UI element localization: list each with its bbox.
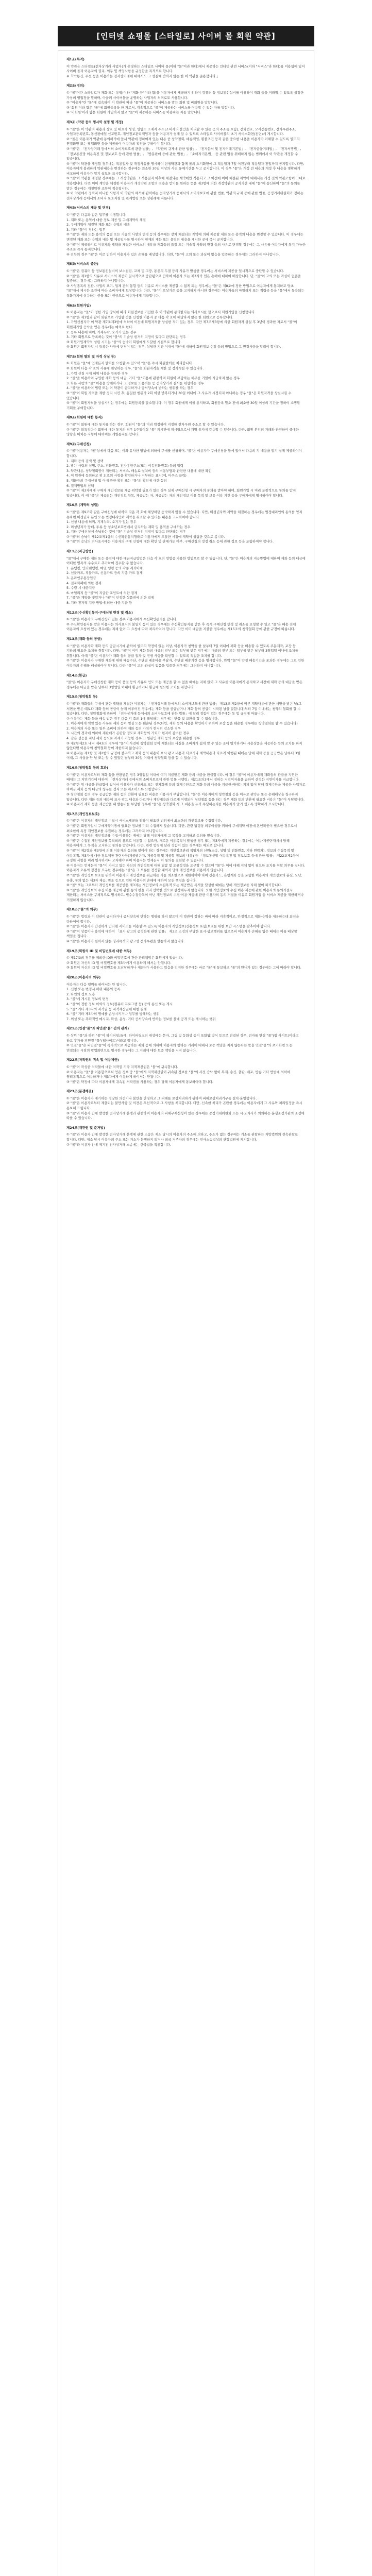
terms-article-text: ① 상위 "몰"과 하위 "몰"이 하이퍼링크(예: 하이퍼링크의 대상에는 문자, 그림 및 동화상 등이 포함됨)방식 등으로 연결된 경우, 전자를 연결 "몰"(웹 사이트)이라고 하고 후자를 피연결 "몰"(웹사이트)이라고 합니다. ② 연결"몰"은 피연결"몰"이 독자적으로 제공하는 재화 등에 의하여 이용자와 행하는 거래에 대해서 보증 책임을 지지 않는다는 뜻을 연결"몰"의 초기화면 또는 연결되는 시점의 팝업화면으로 명시한 경우에는 그 거래에 대한 보증 책임을 지지 않습니다. xyxy=(66,1033,299,1053)
terms-article-heading: 제11조(지급방법) xyxy=(66,549,93,554)
terms-article-text: ① "몰"은 제9조와 같은 구매신청에 대하여 다음 각 호에 해당하면 승낙하지 않을 수 있습니다. 다만, 미성년자와 계약을 체결하는 경우에는 법정대리인의 동의를 얻지 못하면 미성년자 본인 또는 법정대리인이 계약을 취소할 수 있다는 내용을 고지하여야 합니다. 1. 신청 내용에 허위, 기재누락, 오기가 있는 경우 2. 미성년자가 담배, 주류 등 청소년보호법에서 금지하는 재화 및 용역을 구매하는 경우 3. 기타 구매신청에 승낙하는 것이 "몰" 기술상 현저히 지장이 있다고 판단하는 경우 ② "몰"의 승낙이 제12조제1항의 수신확인통지형태로 이용자에게 도달한 시점에 계약이 성립한 것으로 봅니다. ③ "몰"의 승낙의 의사표시에는 이용자의 구매 신청에 대한 확인 및 판매가능 여부, 구매신청의 정정 취소 등에 관한 정보 등을 포함하여야 합니다. xyxy=(66,510,302,544)
terms-article-text: 이용자는 다음 행위를 하여서는 안 됩니다. 1. 신청 또는 변경시 허위 내용의 등록 2. 타인의 정보 도용 3. "몰"에 게시된 정보의 변경 4. "몰"이 정한 정보 이외의 정보(컴퓨터 프로그램 등) 등의 송신 또는 게시 5. "몰" 기타 제3자의 저작권 등 지적재산권에 대한 침해 6. "몰" 기타 제3자의 명예를 손상시키거나 업무를 방해하는 행위 7. 외설 또는 폭력적인 메시지, 화상, 음성, 기타 공서양속에 반하는 정보를 몰에 공개 또는 게시하는 행위 xyxy=(66,982,216,1021)
terms-article-heading: 제12조(수신확인통지·구매신청 변경 및 취소) xyxy=(66,610,133,615)
terms-article-text: ① 제17조의 경우를 제외한 ID와 비밀번호에 관한 관리책임은 회원에게 있습니다. ② 회원은 자신의 ID 및 비밀번호를 제3자에게 이용하게 해서는 안됩니다. ③ 회원이 자신의 ID 및 비밀번호를 도난당하거나 제3자가 사용하고 있음을 인지한 경우에는 바로 "몰"에 통보하고 "몰"의 안내가 있는 경우에는 그에 따라야 합니다. xyxy=(66,956,301,970)
terms-article-heading: 제17조(개인정보보호) xyxy=(66,811,100,816)
terms-article-heading: 제9조(구매신청) xyxy=(66,442,91,446)
terms-article-heading: 제2조(정의) xyxy=(66,83,84,88)
terms-article-text: ① "몰"은 법령과 이 약관이 금지하거나 공서양속에 반하는 행위를 하지 않으며 이 약관이 정하는 바에 따라 지속적이고, 안정적으로 재화·용역을 제공하는데 최선을 다하여야 합니다. ② "몰"은 이용자가 안전하게 인터넷 서비스를 이용할 수 있도록 이용자의 개인정보(신용정보 포함)보호를 위한 보안 시스템을 갖추어야 합니다. ③ "몰"이 상품이나 용역에 대하여 「표시·광고의 공정화에 관한 법률」 제3조 소정의 부당한 표시·광고행위를 함으로써 이용자가 손해를 입은 때에는 이를 배상할 책임을 집니다. ④ "몰"은 이용자가 원하지 않는 영리목적의 광고성 전자우편을 발송하지 않습니다. xyxy=(66,914,299,944)
terms-article-text: ① "몰"과 이용자 간에 발생한 전자상거래 분쟁에 관한 소송은 제소 당시의 이용자의 주소에 의하고, 주소가 없는 경우에는 거소를 관할하는 지방법원의 전속관할로 합니다. 다만, 제소 당시 이용자의 주소 또는 거소가 분명하지 않거나 외국 거주자의 경우에는 민사소송법상의 관할법원에 제기합니다. ② "몰"과 이용자 간에 제기된 전자상거래 소송에는 한국법을 적용합니다. xyxy=(66,1132,298,1147)
terms-article-text: ① "몰"이용자는 "몰"상에서 다음 또는 이와 유사한 방법에 의하여 구매를 신청하며, "몰"은 이용자가 구매신청을 함에 있어서 다음의 각 내용을 알기 쉽게 제공하여야 합니다. 1. 재화 등의 검색 및 선택 2. 받는 사람의 성명, 주소, 전화번호, 전자우편주소(또는 이동전화번호) 등의 입력 3. 약관내용, 청약철회권이 제한되는 서비스, 배송료·설치비 등의 비용부담과 관련한 내용에 대한 확인 4. 이 약관에 동의하고 위 3.호의 사항을 확인하거나 거부하는 표시(예, 마우스 클릭) 5. 재화등의 구매신청 및 이에 관한 확인 또는 "몰"의 확인에 대한 동의 6. 결제방법의 선택 ② "몰"이 제3자에게 구매자 개인정보를 제공·위탁할 필요가 있는 경우 실제 구매신청 시 구매자의 동의를 받아야 하며, 회원가입 시 미리 포괄적으로 동의를 받지 않습니다. 이 때 "몰"은 제공되는 개인정보 항목, 제공받는 자, 제공받는 자의 개인정보 이용 목적 및 보유·이용 기간 등을 구매자에게 명시하여야 합니다. xyxy=(66,449,302,498)
terms-article-heading: 제19조(회원의 ID 및 비밀번호에 대한 의무) xyxy=(66,948,132,953)
terms-article-heading: 제18조("몰"의 의무) xyxy=(66,907,98,912)
terms-article-heading: 제6조(회원가입) xyxy=(66,303,91,308)
terms-article-text: ① "몰"과 재화등의 구매에 관한 계약을 체결한 이용자는 「전자상거래 등에서의 소비자보호에 관한 법률」 제13조 제2항에 따른 계약내용에 관한 서면을 받은 날(그 서면을 받은 때보다 재화 등의 공급이 늦게 이루어진 경우에는 재화 등을 공급받거나 재화 등의 공급이 시작된 날을 말합니다)부터 7일 이내에는 청약의 철회를 할 수 있습니다. 다만, 청약철회에 관하여 「전자상거래 등에서의 소비자보호에 관한 법률」에 달리 정함이 있는 경우에는 동 법 규정에 따릅니다. ② 이용자는 재화 등을 배송 받은 경우 다음 각 호의 1에 해당하는 경우에는 반품 및 교환을 할 수 없습니다. 1. 이용자에게 책임 있는 사유로 재화 등이 멸실 또는 훼손된 경우(다만, 재화 등의 내용을 확인하기 위하여 포장 등을 훼손한 경우에는 청약철회를 할 수 있습니다) 2. 이용자의 사용 또는 일부 소비에 의하여 재화 등의 가치가 현저히 감소한 경우 3. 시간의 경과에 의하여 재판매가 곤란할 정도로 재화등의 가치가 현저히 감소한 경우 4. 같은 성능을 지닌 재화 등으로 복제가 가능한 경우 그 원본인 재화 등의 포장을 훼손한 경우 ③ 제2항제2호 내지 제4호의 경우에 "몰"이 사전에 청약철회 등이 제한되는 사실을 소비자가 쉽게 알 수 있는 곳에 명기하거나 시용상품을 제공하는 등의 조치를 하지 않았다면 이용자의 청약철회 등이 제한되지 않습니다. ④ 이용자는 제1항 및 제2항의 규정에 불구하고 재화 등의 내용이 표시·광고 내용과 다르거나 계약내용과 다르게 이행된 때에는 당해 재화 등을 공급받은 날부터 3월 이내, 그 사실을 안 날 또는 알 수 있었던 날부터 30일 이내에 청약철회 등을 할 수 있습니다. xyxy=(66,701,302,760)
terms-article-heading: 제3조 (약관 등의 명시와 설명 및 개정) xyxy=(66,120,124,124)
terms-article-text: "몰"은 이용자가 구매신청한 재화 등이 품절 등의 사유로 인도 또는 제공을 할 수 없을 때에는 지체 없이 그 사유를 이용자에게 통지하고 사전에 재화 등의 대금을 받은 경우에는 대금을 받은 날부터 3영업일 이내에 환급하거나 환급에 필요한 조치를 취합니다. xyxy=(66,680,302,689)
terms-article-heading: 제7조(회원 탈퇴 및 자격 상실 등) xyxy=(66,354,116,359)
terms-article-text: "몰"에서 구매한 재화 또는 용역에 대한 대금지급방법은 다음 각 호의 방법중 가용한 방법으로 할 수 있습니다. 단, "몰"은 이용자의 지급방법에 대하여 재화 등의 대금에 어떠한 명목의 수수료도 추가하여 징수할 수 없습니다. 1. 폰뱅킹, 인터넷뱅킹, 메일 뱅킹 등의 각종 계좌이체 2. 선불카드, 직불카드, 신용카드 등의 각종 카드 결제 3. 온라인무통장입금 4. 전자화폐에 의한 결제 5. 수령 시 대금지급 6. 마일리지 등 "몰"이 지급한 포인트에 의한 결제 7. "몰"과 계약을 맺었거나 "몰"이 인정한 상품권에 의한 결제 8. 기타 전자적 지급 방법에 의한 대금 지급 등 xyxy=(66,556,306,605)
terms-article-text: ① "몰"은 이용자와 재화 등의 공급시기에 관하여 별도의 약정이 없는 이상, 이용자가 청약을 한 날부터 7일 이내에 재화 등을 배송할 수 있도록 주문제작, 포장 등 기타의 필요한 조치를 취합니다. 다만, "몰"이 이미 재화 등의 대금의 전부 또는 일부를 받은 경우에는 대금의 전부 또는 일부를 받은 날부터 3영업일 이내에 조치를 취합니다. 이때 "몰"은 이용자가 재화 등의 공급 절차 및 진행 사항을 확인할 수 있도록 적절한 조치를 합니다. ② "몰"은 이용자가 구매한 재화에 대해 배송수단, 수단별 배송비용 부담자, 수단별 배송기간 등을 명시합니다. 만약 "몰"이 약정 배송기간을 초과한 경우에는 그로 인한 이용자의 손해를 배상하여야 합니다. 다만 "몰"이 고의·과실이 없음을 입증한 경우에는 그러하지 아니합니다. xyxy=(66,643,305,668)
terms-article-heading: 제5조(서비스의 중단) xyxy=(66,262,98,266)
terms-article-text: ① "몰"이란 스타일로가 재화 또는 용역(이하 "재화 등"이라 함)을 이용자에게 제공하기 위하여 컴퓨터 등 정보통신설비를 이용하여 재화 등을 거래할 수 있도록 설정한 가상의 영업장을 말하며, 아울러 사이버몰을 운영하는 사업자의 의미로도 사용합니다. ② "이용자"란 "몰"에 접속하여 이 약관에 따라 "몰"이 제공하는 서비스를 받는 회원 및 비회원을 말합니다. ③ '회원'이라 함은 "몰"에 회원등록을 한 자로서, 계속적으로 "몰"이 제공하는 서비스를 이용할 수 있는 자를 말합니다. ④ '비회원'이라 함은 회원에 가입하지 않고 "몰"이 제공하는 서비스를 이용하는 자를 말합니다. xyxy=(66,90,304,115)
terms-article-heading: 제16조(청약철회 등의 효과) xyxy=(66,766,108,770)
terms-article-heading: 제14조(환급) xyxy=(66,673,87,677)
terms-article-heading: 제10조 (계약의 성립) xyxy=(66,503,99,507)
terms-article-text: ① "몰"은 다음과 같은 업무를 수행합니다. 1. 재화 또는 용역에 대한 정보 제공 및 구매계약의 체결 2. 구매계약이 체결된 재화 또는 용역의 배송 3. 기타 "몰"이 정하는 업무 ② "몰"은 재화 또는 용역의 품절 또는 기술적 사양의 변경 등의 경우에는 장차 체결되는 계약에 의해 제공할 재화 또는 용역의 내용을 변경할 수 있습니다. 이 경우에는 변경된 재화 또는 용역의 내용 및 제공일자를 명시하여 현재의 재화 또는 용역의 내용을 게시한 곳에 즉시 공지합니다. ③ "몰"이 제공하기로 이용자와 계약을 체결한 서비스의 내용을 재화등의 품절 또는 기술적 사양의 변경 등의 사유로 변경할 경우에는 그 사유를 이용자에게 통지 가능한 주소로 즉시 통지합니다. ④ 전항의 경우 "몰"은 이로 인하여 이용자가 입은 손해를 배상합니다. 다만, "몰"이 고의 또는 과실이 없음을 입증하는 경우에는 그러하지 아니합니다. xyxy=(66,213,306,257)
terms-article-text: ① 이용자는 "몰"이 정한 가입 양식에 따라 회원정보를 기입한 후 이 약관에 동의한다는 의사표시를 함으로서 회원가입을 신청합니다. ② "몰"은 제1항과 같이 회원으로 가입할 것을 신청한 이용자 중 다음 각 호에 해당하지 않는 한 회원으로 등록합니다. 1. 가입신청자가 이 약관 제7조제3항에 의하여 이전에 회원자격을 상실한 적이 있는 경우, 다만 제7조제3항에 의한 회원자격 상실 후 3년이 경과한 자로서 "몰"의 회원재가입 승낙을 얻은 경우에는 예외로 한다. 2. 등록 내용에 허위, 기재누락, 오기가 있는 경우 3. 기타 회원으로 등록하는 것이 "몰"의 기술상 현저히 지장이 있다고 판단되는 경우 ③ 회원가입계약의 성립 시기는 "몰"의 승낙이 회원에게 도달한 시점으로 합니다. ④ 회원은 회원가입 시 등록한 사항에 변경이 있는 경우, 상당한 기간 이내에 "몰"에 대하여 회원정보 수정 등의 방법으로 그 변경사항을 알려야 합니다. xyxy=(66,310,297,349)
terms-article-text: ① "몰"은 이 약관의 내용과 상호 및 대표자 성명, 영업소 소재지 주소(소비자의 불만을 처리할 수 있는 곳의 주소를 포함), 전화번호, 모사전송번호, 전자우편주소, 사업자등록번호, 통신판매업 신고번호, 개인정보관리책임자 등을 이용자가 쉽게 알 수 있도록 스타일로 사이버몰의 초기 서비스화면(전면)에 게시합니다. ② "몰은 이용자가 약관에 동의하기에 앞서 약관에 정하여져 있는 내용 중 청약철회, 배송책임, 환불조건 등과 같은 중요한 내용을 이용자가 이해할 수 있도록 별도의 연결화면 또는 팝업화면 등을 제공하여 이용자의 확인을 구하여야 합니다. ③ "몰"은 「전자상거래 등에서의 소비자보호에 관한 법률」, 「약관의 규제에 관한 법률」, 「전자문서 및 전자거래기본법」, 「전자금융거래법」, 「전자서명법」, 「정보통신망 이용촉진 및 정보보호 등에 관한 법률」, 「방문판매 등에 관한 법률」, 「소비자기본법」 등 관련 법을 위배하지 않는 범위에서 이 약관을 개정할 수 있습니다. ④ "몰"이 약관을 개정할 경우에는 적용일자 및 개정사유를 명시하여 현행약관과 함께 몰의 초기화면에 그 적용일자 7일 이전부터 적용일자 전일까지 공지합니다. 다만, 이용자에게 불리하게 약관내용을 변경하는 경우에는 최소한 30일 이상의 사전 유예기간을 두고 공지합니다. 이 경우 "몰"은 개정 전 내용과 개정 후 내용을 명확하게 비교하여 이용자가 알기 쉽도록 표시합니다. ⑤ "몰"이 약관을 개정할 경우에는 그 개정약관은 그 적용일자 이후에 체결되는 계약에만 적용되고 그 이전에 이미 체결된 계약에 대해서는 개정 전의 약관조항이 그대로 적용됩니다. 다만 이미 계약을 체결한 이용자가 개정약관 조항의 적용을 받기를 원하는 뜻을 제3항에 의한 개정약관의 공지기간 내에 "몰"에 송신하여 "몰"의 동의를 받은 경우에는 개정약관 조항이 적용됩니다. ⑥ 이 약관에서 정하지 아니한 사항과 이 약관의 해석에 관하여는 전자상거래 등에서의 소비자보호에 관한 법률, 약관의 규제 등에 관한 법률, 공정거래위원회가 정하는 전자상거래 등에서의 소비자 보호지침 및 관계법령 또는 상관례에 따릅니다. xyxy=(66,127,306,200)
terms-article-heading: 제23조(분쟁해결) xyxy=(66,1089,93,1094)
terms-article-heading: 제13조(재화 등의 공급) xyxy=(66,636,102,641)
terms-article-text: ① "몰"은 이용자의 개인정보 수집시 서비스제공을 위하여 필요한 범위에서 최소한의 개인정보를 수집합니다. ② "몰"은 회원가입시 구매계약이행에 필요한 정보를 미리 수집하지 않습니다. 다만, 관련 법령상 의무이행을 위하여 구매계약 이전에 본인확인이 필요한 경우로서 최소한의 특정 개인정보를 수집하는 경우에는 그러하지 아니합니다. ③ "몰"은 이용자의 개인정보를 수집·이용하는 때에는 당해 이용자에게 그 목적을 고지하고 동의를 받습니다. ④ "몰"은 수집된 개인정보를 목적외의 용도로 이용할 수 없으며, 새로운 이용목적이 발생한 경우 또는 제3자에게 제공하는 경우에는 이용·제공단계에서 당해 이용자에게 그 목적을 고지하고 동의를 받습니다. 다만, 관련 법령에 달리 정함이 있는 경우에는 예외로 합니다. ⑤ "몰"이 제2항과 제3항에 의해 이용자의 동의를 받아야 하는 경우에는 개인정보관리 책임자의 신원(소속, 성명 및 전화번호, 기타 연락처), 정보의 수집목적 및 이용목적, 제3자에 대한 정보제공 관련사항(제공받은자, 제공목적 및 제공할 정보의 내용) 등 「정보통신망 이용촉진 및 정보보호 등에 관한 법률」 제22조제2항이 규정한 사항을 미리 명시하거나 고지해야 하며 이용자는 언제든지 이 동의를 철회할 수 있습니다. ⑥ 이용자는 언제든지 "몰"이 가지고 있는 자신의 개인정보에 대해 열람 및 오류정정을 요구할 수 있으며 "몰"은 이에 대해 지체 없이 필요한 조치를 취할 의무를 집니다. 이용자가 오류의 정정을 요구한 경우에는 "몰"은 그 오류를 정정할 때까지 당해 개인정보를 이용하지 않습니다. ⑦ "몰"은 개인정보 보호를 위하여 이용자의 개인정보를 취급하는 자를 최소한으로 제한하여야 하며 신용카드, 은행계좌 등을 포함한 이용자의 개인정보의 분실, 도난, 유출, 동의 없는 제3자 제공, 변조 등으로 인한 이용자의 손해에 대하여 모든 책임을 집니다. ⑧ "몰" 또는 그로부터 개인정보를 제공받은 제3자는 개인정보의 수집목적 또는 제공받은 목적을 달성한 때에는 당해 개인정보를 지체 없이 파기합니다. ⑨ "몰"은 개인정보의 수집·이용·제공에 관한 동의 란을 미리 선택한 것으로 설정해두지 않습니다. 또한 개인정보의 수집·이용·제공에 관한 이용자의 동의거절시 제한되는 서비스를 구체적으로 명시하고, 필수수집항목이 아닌 개인정보의 수집·이용·제공에 관한 이용자의 동의 거절을 이유로 회원가입 등 서비스 제공을 제한하거나 거절하지 않습니다. xyxy=(66,819,306,902)
terms-article-heading: 제15조(청약철회 등) xyxy=(66,694,98,699)
terms-article-text: ① "몰"이 회원에 대한 통지를 하는 경우, 회원이 "몰"과 미리 약정하여 지정한 전자우편 주소로 할 수 있습니다. ② "몰"은 불특정다수 회원에 대한 통지의 경우 1주일이상 "몰" 게시판에 게시함으로서 개별 통지에 갈음할 수 있습니다. 다만, 회원 본인의 거래와 관련하여 중대한 영향을 미치는 사항에 대하여는 개별통지를 합니다. xyxy=(66,422,299,437)
terms-article-heading: 제20조(이용자의 의무) xyxy=(66,975,101,979)
terms-article-heading: 제22조(저작권의 귀속 및 이용제한) xyxy=(66,1058,119,1062)
terms-article-heading: 제24조(재판권 및 준거법) xyxy=(66,1125,105,1130)
terms-article-text: ① 회원은 "몰"에 언제든지 탈퇴를 요청할 수 있으며 "몰"은 즉시 회원탈퇴를 처리합니다. ② 회원이 다음 각 호의 사유에 해당하는 경우, "몰"은 회원자격을 제한 및 정지시킬 수 있습니다. 1. 가입 신청 시에 허위 내용을 등록한 경우 2. "몰"을 이용하여 구입한 재화 등의 대금, 기타 "몰"이용에 관련하여 회원이 부담하는 채무를 기일에 지급하지 않는 경우 3. 다른 사람의 "몰" 이용을 방해하거나 그 정보를 도용하는 등 전자상거래 질서를 위협하는 경우 4. "몰"을 이용하여 법령 또는 이 약관이 금지하거나 공서양속에 반하는 행위를 하는 경우 ③ "몰"이 회원 자격을 제한·정지 시킨 후, 동일한 행위가 2회 이상 반복되거나 30일 이내에 그 사유가 시정되지 아니하는 경우 "몰"은 회원자격을 상실시킬 수 있습니다. ④ "몰"이 회원자격을 상실시키는 경우에는 회원등록을 말소합니다. 이 경우 회원에게 이를 통지하고, 회원등록 말소 전에 최소한 30일 이상의 기간을 정하여 소명할 기회를 부여합니다. xyxy=(66,361,300,410)
terms-article-text: ① "몰"은 이용자로부터 재화 등을 반환받은 경우 3영업일 이내에 이미 지급받은 재화 등의 대금을 환급합니다. 이 경우 "몰"이 이용자에게 재화등의 환급을 지연한 때에는 그 지연기간에 대하여 「전자상거래 등에서의 소비자보호에 관한 법률 시행령」제21조의2에서 정하는 지연이자율을 곱하여 산정한 지연이자를 지급합니다. ② "몰"은 위 대금을 환급함에 있어서 이용자가 신용카드 또는 전자화폐 등의 결제수단으로 재화 등의 대금을 지급한 때에는 지체 없이 당해 결제수단을 제공한 사업자로 하여금 재화 등의 대금의 청구를 정지 또는 취소하도록 요청합니다. ③ 청약철회 등의 경우 공급받은 재화 등의 반환에 필요한 비용은 이용자가 부담합니다. "몰"은 이용자에게 청약철회 등을 이유로 위약금 또는 손해배상을 청구하지 않습니다. 다만 재화 등의 내용이 표시·광고 내용과 다르거나 계약내용과 다르게 이행되어 청약철회 등을 하는 경우 재화 등의 반환에 필요한 비용은 "몰"이 부담합니다. ④ 이용자가 재화 등을 제공받을 때 발송비를 부담한 경우에 "몰"은 청약철회 시 그 비용을 누가 부담하는지를 이용자가 알기 쉽도록 명확하게 표시합니다. xyxy=(66,772,306,807)
terms-article-text: ① "몰"은 이용자가 제기하는 정당한 의견이나 불만을 반영하고 그 피해를 보상처리하기 위하여 피해보상처리기구를 설치·운영합니다. ② "몰"은 이용자로부터 제출되는 불만사항 및 의견은 우선적으로 그 사항을 처리합니다. 다만, 신속한 처리가 곤란한 경우에는 이용자에게 그 사유와 처리일정을 즉시 통보해 드립니다. ③ "몰"과 이용자 간에 발생한 전자상거래 분쟁과 관련하여 이용자의 피해구제신청이 있는 경우에는 공정거래위원회 또는 시·도지사가 의뢰하는 분쟁조정기관의 조정에 따를 수 있습니다. xyxy=(66,1096,305,1121)
terms-article-heading: 제8조(회원에 대한 통지) xyxy=(66,415,103,420)
terms-article-heading: 제4조(서비스의 제공 및 변경) xyxy=(66,206,110,210)
terms-article-heading: 제21조(연결"몰"과 피연결"몰" 간의 관계) xyxy=(66,1026,129,1031)
terms-article-text: ① "몰"은 컴퓨터 등 정보통신설비의 보수점검, 교체 및 고장, 통신의 두절 등의 사유가 발생한 경우에는 서비스의 제공을 일시적으로 중단할 수 있습니다. ② "몰"은 제1항의 사유로 서비스의 제공이 일시적으로 중단됨으로 인하여 이용자 또는 제3자가 입은 손해에 대하여 배상합니다. 단, "몰"이 고의 또는 과실이 없음을 입증하는 경우에는 그러하지 아니합니다. ③ 사업종목의 전환, 사업의 포기, 업체 간의 통합 등의 이유로 서비스를 제공할 수 없게 되는 경우에는 "몰"은 제8조에 정한 방법으로 이용자에게 통지하고 당초 "몰"에서 제시한 조건에 따라 소비자에게 보상합니다. 다만, "몰"이 보상기준 등을 고지하지 아니한 경우에는 이용자들의 마일리지 또는 적립금 등을 "몰"에서 통용되는 통화가치에 상응하는 현물 또는 현금으로 이용자에게 지급합니다. xyxy=(66,268,305,298)
terms-article-heading: 제1조(목적) xyxy=(66,57,84,61)
terms-article-text: ① "몰"이 작성한 저작물에 대한 저작권 기타 지적재산권은 "몰"에 귀속합니다. ② 이용자는 "몰"을 이용함으로써 얻은 정보 중 "몰"에게 지적재산권이 귀속된 정보를 "몰"의 사전 승낙 없이 복제, 송신, 출판, 배포, 방송 기타 방법에 의하여 영리목적으로 이용하거나 제3자에게 이용하게 하여서는 안됩니다. ③ "몰"은 약정에 따라 이용자에게 귀속된 저작권을 사용하는 경우 당해 이용자에게 통보하여야 합니다. xyxy=(66,1064,291,1084)
terms-content[interactable] xyxy=(58,50,314,2576)
terms-title: [인터넷 쇼핑몰 [스타일로] 사이버 몰 회원 약관] xyxy=(58,26,314,46)
terms-section xyxy=(58,26,314,2576)
terms-article-text: ① "몰"은 이용자의 구매신청이 있는 경우 이용자에게 수신확인통지를 합니다. ② 수신확인통지를 받은 이용자는 의사표시의 불일치 등이 있는 경우에는 수신확인통지를 받은 후 즉시 구매신청 변경 및 취소를 요청할 수 있고 "몰"은 배송 전에 이용자의 요청이 있는 경우에는 지체 없이 그 요청에 따라 처리하여야 합니다. 다만 이미 대금을 지불한 경우에는 제15조의 청약철회 등에 관한 규정에 따릅니다. xyxy=(66,617,296,632)
terms-article-text: 이 약관은 스타일로(전자상거래 사업자)가 운영하는 스타일로 사이버 몰(이하 "몰"이라 한다)에서 제공하는 인터넷 관련 서비스(이하 "서비스"라 한다)를 이용함에 있어 사이버 몰과 이용자의 권리, 의무 및 책임사항을 규정함을 목적으로 합니다. ※「PC통신, 무선 등을 이용하는 전자상거래에 대해서도 그 성질에 반하지 않는 한 이 약관을 준용합니다.」 xyxy=(66,64,305,78)
